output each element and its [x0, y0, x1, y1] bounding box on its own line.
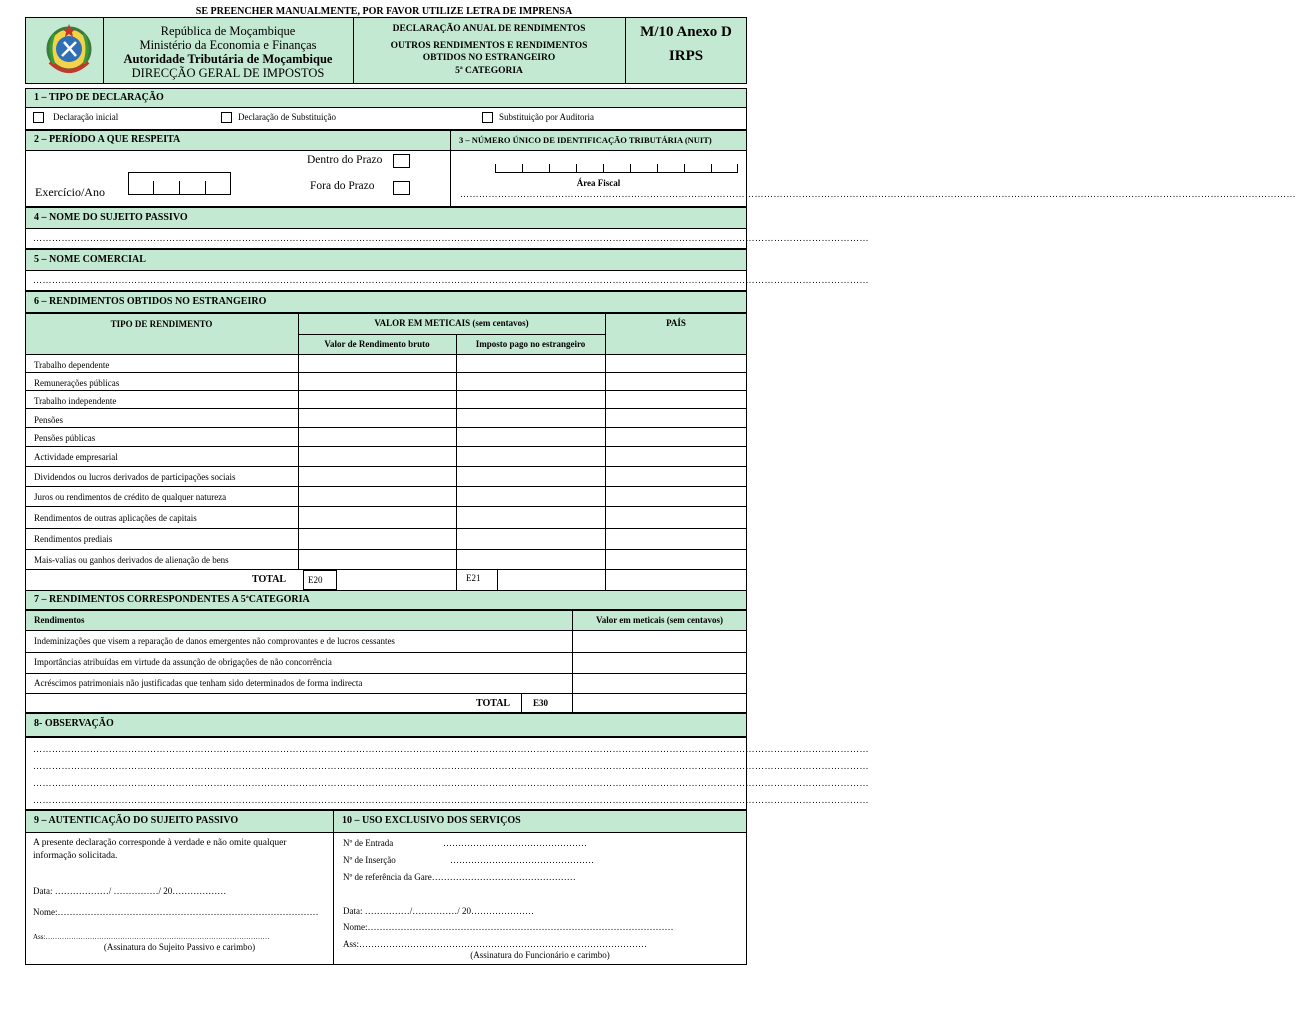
fora-prazo-label: Fora do Prazo — [310, 180, 375, 192]
section1-title: 1 – TIPO DE DECLARAÇÃO — [25, 88, 747, 108]
header-line2: Ministério da Economia e Finanças — [139, 38, 317, 52]
section3-title: 3 – NÚMERO ÚNICO DE IDENTIFICAÇÃO TRIBUTÁRIA (NUIT) — [450, 130, 747, 151]
section10-referencia[interactable]: Nº de referência da Gare………………………………………… — [343, 872, 576, 882]
dentro-prazo-label: Dentro do Prazo — [307, 154, 383, 166]
nome-comercial-field[interactable]: ………………………………………………………………………………………………………………………………………………………………………………………………………………………………………… — [33, 275, 869, 285]
area-fiscal-field[interactable]: ………………………………………………………………………………………………………………………………………………………………………………………………………………………………………… — [460, 189, 1296, 199]
section9-nome[interactable]: Nome:…………………………………………………………………………… — [33, 907, 319, 917]
row-remuneracoes-publicas: Remunerações públicas — [34, 378, 120, 388]
observacao-line4: ………………………………………………………………………………………………………………………………………………………………………………………………………………………………………… — [33, 795, 869, 805]
row-pensoes: Pensões — [34, 415, 63, 425]
section4-title: 4 – NOME DO SUJEITO PASSIVO — [25, 207, 747, 229]
opt-declaracao-inicial: Declaração inicial — [53, 112, 119, 122]
exercicio-label: Exercício/Ano — [35, 185, 105, 199]
col-tipo-rendimento: TIPO DE RENDIMENTO — [110, 319, 213, 329]
observacao-line2: ………………………………………………………………………………………………………………………………………………………………………………………………………………………………………… — [33, 761, 869, 771]
header-line3: Autoridade Tributária de Moçambique — [123, 52, 333, 66]
e20-label: E20 — [308, 575, 323, 585]
section2-title: 2 – PERÍODO A QUE RESPEITA — [25, 130, 451, 151]
section6-title: 6 – RENDIMENTOS OBTIDOS NO ESTRANGEIRO — [25, 291, 747, 313]
checkbox-declaracao-substituicao[interactable] — [221, 112, 232, 123]
section9-data[interactable]: Data: ………………/ ……………/ 20……………… — [33, 886, 227, 896]
decl-line1: DECLARAÇÃO ANUAL DE RENDIMENTOS — [392, 24, 586, 34]
section7-total-label: TOTAL — [476, 698, 511, 709]
section9-sig: (Assinatura do Sujeito Passivo e carimbo) — [103, 942, 256, 952]
row-indeminizacoes: Indeminizações que visem a reparação de danos emergentes não comprovantes e de lucros cessantes — [34, 636, 395, 646]
section6-value-grid[interactable] — [299, 356, 745, 568]
top-notice: SE PREENCHER MANUALMENTE, POR FAVOR UTILIZE LETRA DE IMPRENSA — [195, 6, 573, 17]
opt-substituicao-auditoria: Substituição por Auditoria — [499, 112, 594, 122]
e30-label: E30 — [533, 698, 549, 708]
section9-text2: informação solicitada. — [33, 851, 118, 861]
area-fiscal-label: Área Fiscal — [576, 178, 621, 188]
section10-entrada-field[interactable]: ………………………………………… — [443, 838, 587, 848]
section7-value-grid[interactable] — [573, 632, 746, 692]
exercicio-input[interactable] — [128, 172, 231, 195]
row-acrescimos: Acréscimos patrimoniais não justificadas que tenham sido determinados de forma indirecta — [34, 678, 363, 688]
checkbox-fora-prazo[interactable] — [393, 181, 410, 195]
section10-data[interactable]: Data: ……………/……………/ 20………………… — [343, 906, 534, 916]
emblem-logo — [40, 22, 98, 80]
section10-ass[interactable]: Ass:…………………………………………………………………………………… — [343, 939, 648, 949]
section10-nome[interactable]: Nome:………………………………………………………………………………………… — [343, 922, 674, 932]
section10-insercao: Nº de Inserção — [343, 855, 396, 865]
row-actividade-empresarial: Actividade empresarial — [34, 452, 118, 462]
decl-line4: 5ª CATEGORIA — [455, 66, 523, 76]
col-valor-meticais: VALOR EM METICAIS (sem centavos) — [374, 318, 529, 328]
section7-title: 7 – RENDIMENTOS CORRESPONDENTES A 5ªCATEGORIA — [25, 590, 747, 610]
nuit-input[interactable] — [495, 160, 740, 174]
section9-ass[interactable]: Ass:…………………………………………………………………………………… — [33, 933, 270, 941]
opt-declaracao-substituicao: Declaração de Substituição — [238, 112, 336, 122]
row-outras-aplicacoes: Rendimentos de outras aplicações de capitais — [34, 513, 197, 523]
row-trabalho-independente: Trabalho independente — [34, 396, 117, 406]
decl-line3: OBTIDOS NO ESTRANGEIRO — [422, 53, 556, 63]
section10-insercao-field[interactable]: ………………………………………… — [450, 855, 594, 865]
decl-line2: OUTROS RENDIMENTOS E RENDIMENTOS — [390, 41, 588, 51]
checkbox-substituicao-auditoria[interactable] — [482, 112, 493, 123]
row-dividendos: Dividendos ou lucros derivados de participações sociais — [34, 472, 236, 482]
section10-sig: (Assinatura do Funcionário e carimbo) — [470, 950, 610, 960]
col-rendimentos: Rendimentos — [34, 615, 85, 625]
col-valor-bruto: Valor de Rendimento bruto — [324, 339, 430, 349]
section9-text1: A presente declaração corresponde à verdade e não omite qualquer — [33, 838, 287, 848]
row-mais-valias: Mais-valias ou ganhos derivados de alienação de bens — [34, 555, 229, 565]
section5-title: 5 – NOME COMERCIAL — [25, 249, 747, 271]
row-pensoes-publicas: Pensões públicas — [34, 433, 96, 443]
row-importancias: Importâncias atribuídas em virtude da assunção de obrigações de não concorrência — [34, 657, 332, 667]
form-code: M/10 Anexo D — [640, 24, 732, 40]
e21-label: E21 — [466, 573, 481, 583]
checkbox-declaracao-inicial[interactable] — [33, 112, 44, 123]
section6-total-label: TOTAL — [252, 574, 287, 585]
section10-title: 10 – USO EXCLUSIVO DOS SERVIÇOS — [333, 810, 747, 833]
row-trabalho-dependente: Trabalho dependente — [34, 360, 110, 370]
checkbox-dentro-prazo[interactable] — [393, 154, 410, 168]
col-imposto-pago: Imposto pago no estrangeiro — [475, 339, 586, 349]
row-juros: Juros ou rendimentos de crédito de qualquer natureza — [34, 492, 227, 502]
header-line1: República de Moçambique — [160, 24, 296, 38]
section9-title: 9 – AUTENTICAÇÃO DO SUJEITO PASSIVO — [25, 810, 334, 833]
e30-field[interactable] — [573, 694, 746, 712]
row-rendimentos-prediais: Rendimentos prediais — [34, 534, 113, 544]
col-pais: PAÍS — [666, 318, 686, 328]
nome-sujeito-field[interactable]: ………………………………………………………………………………………………………………………………………………………………………………………………………………………………………… — [33, 233, 869, 243]
observacao-line3: ………………………………………………………………………………………………………………………………………………………………………………………………………………………………………… — [33, 778, 869, 788]
header-line4: DIRECÇÃO GERAL DE IMPOSTOS — [131, 66, 325, 80]
section10-entrada: Nº de Entrada — [343, 838, 394, 848]
section8-title: 8- OBSERVAÇÃO — [25, 713, 747, 737]
observacao-line1: ………………………………………………………………………………………………………………………………………………………………………………………………………………………………………… — [33, 744, 869, 754]
form-tax: IRPS — [668, 48, 704, 64]
col-valor-meticais-7: Valor em meticais (sem centavos) — [596, 615, 723, 625]
